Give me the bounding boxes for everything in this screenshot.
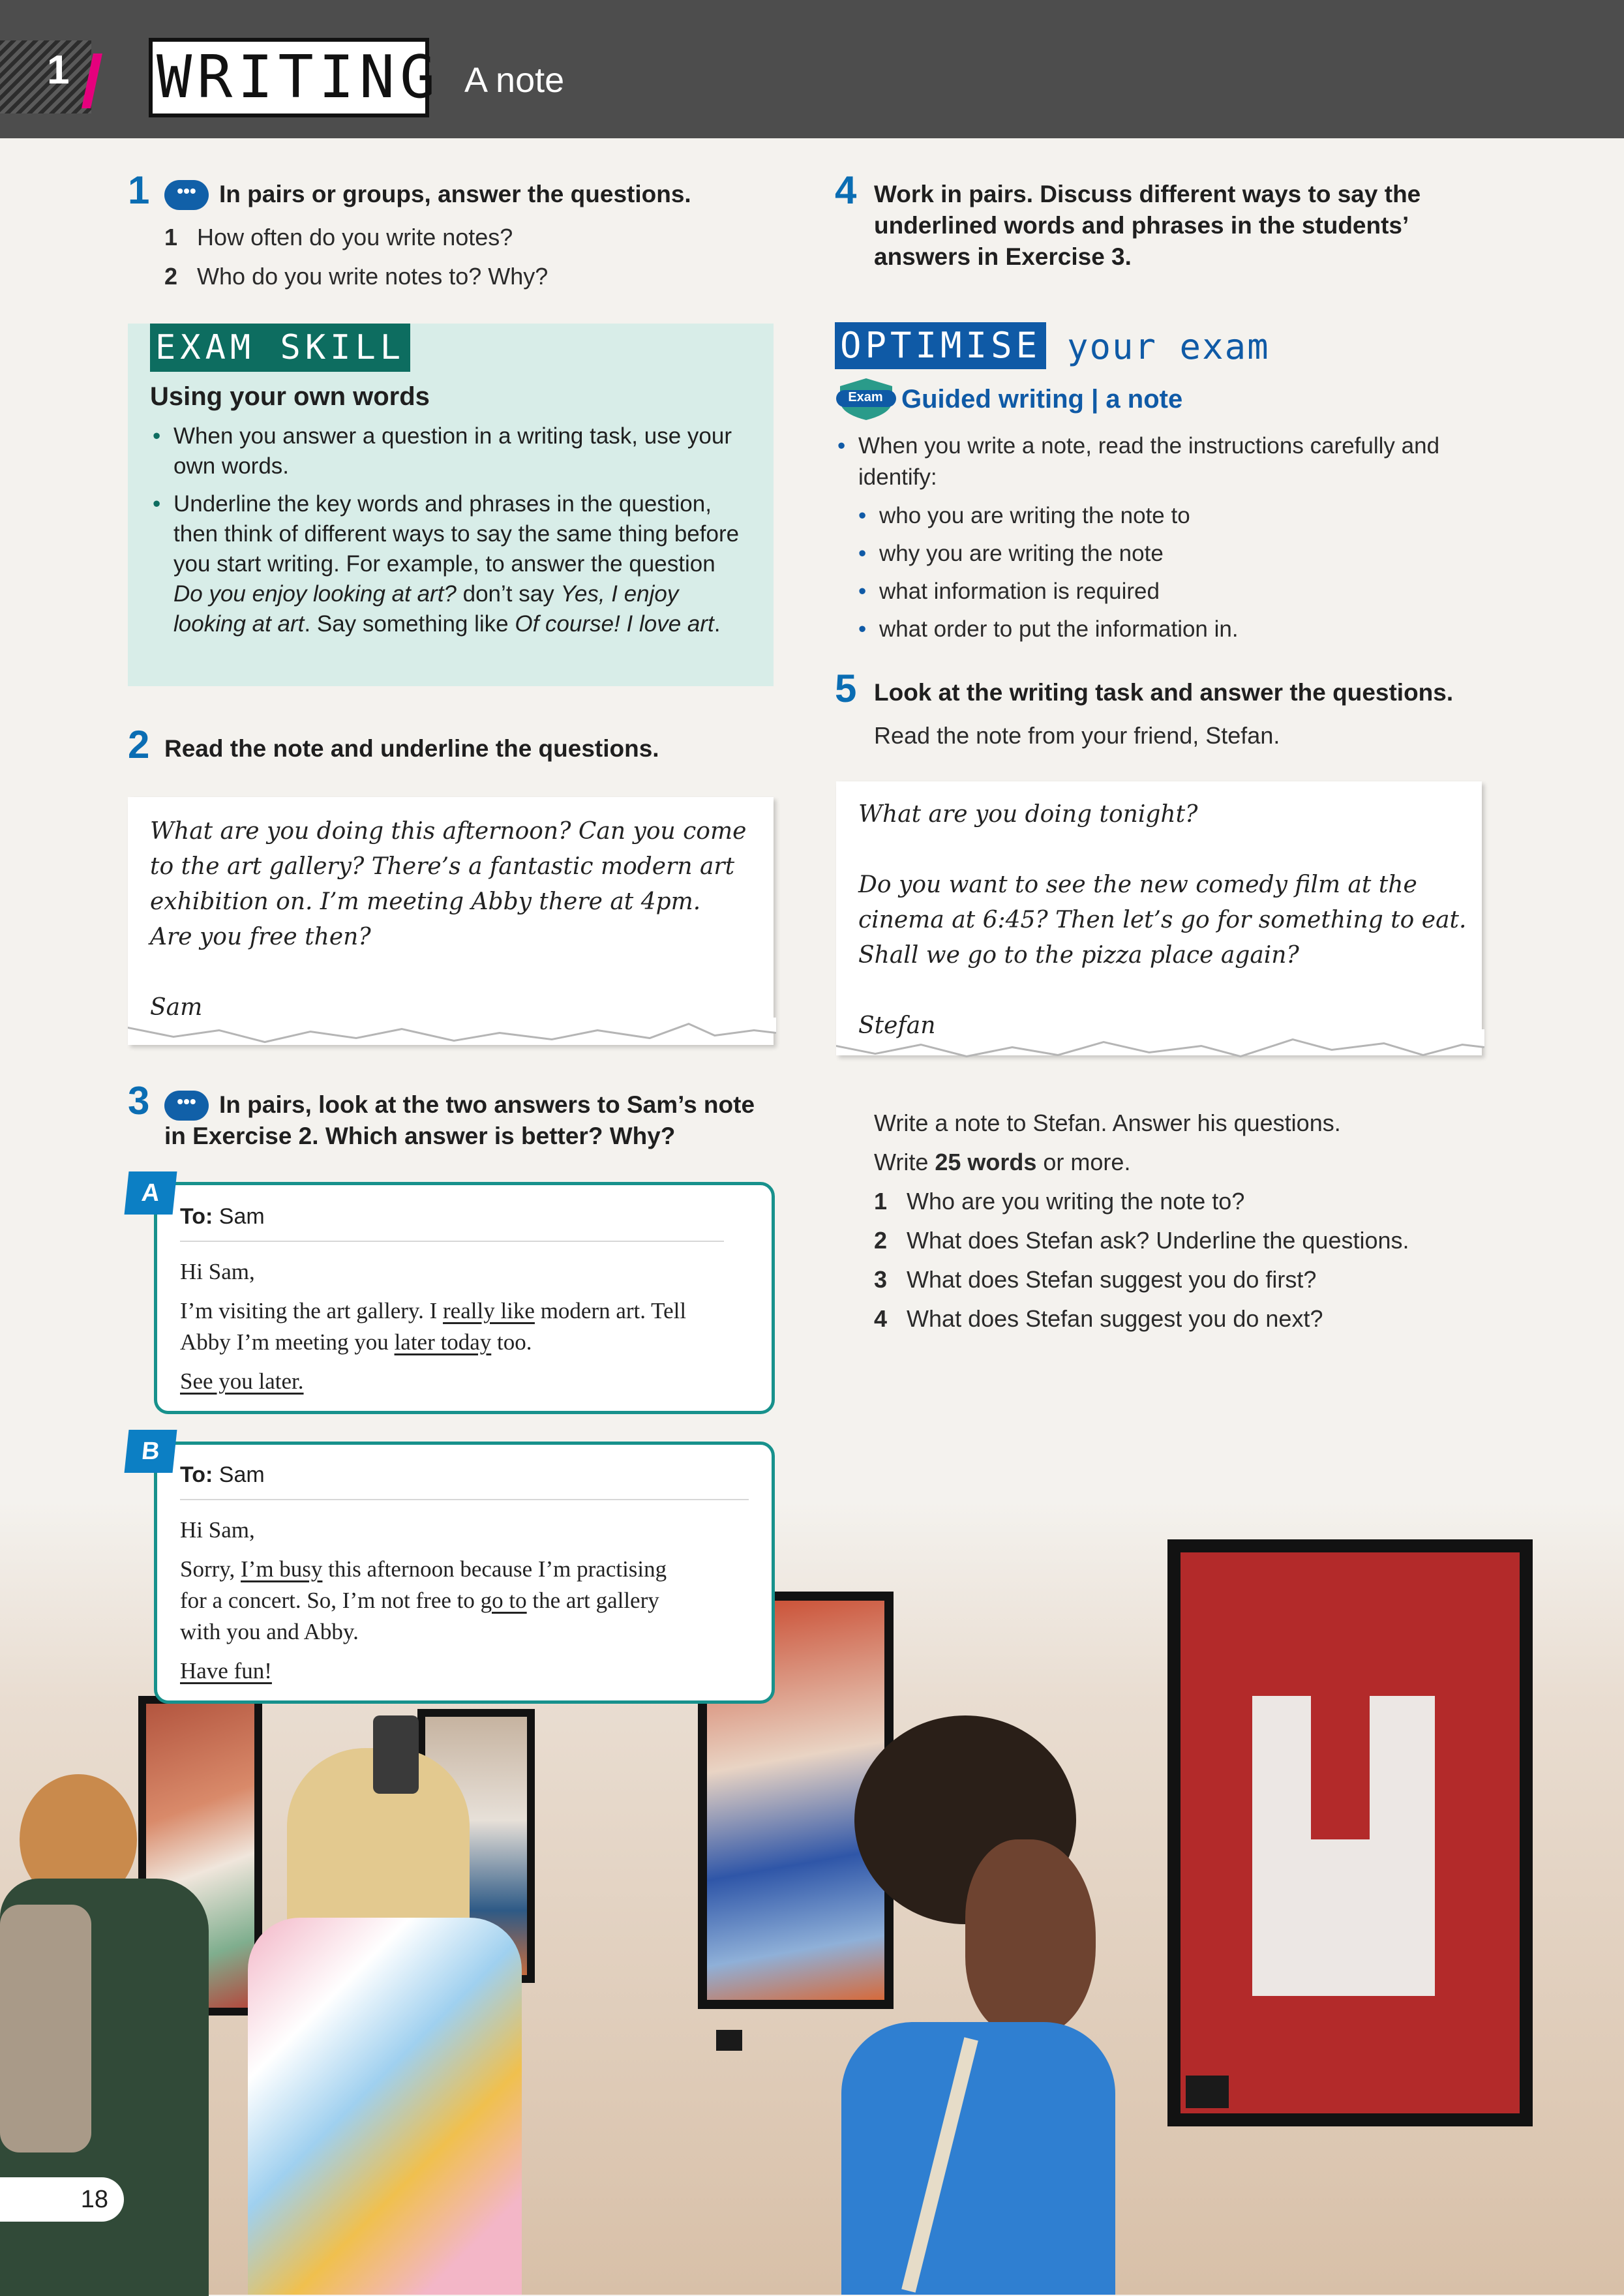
girl-shirt-blue: [841, 2022, 1115, 2295]
bullet-item: • what information is required: [856, 573, 1495, 611]
bullet-item: • why you are writing the note: [856, 535, 1495, 573]
exercise-instruction: Look at the writing task and answer the questions.: [874, 679, 1454, 706]
exercise-instruction: in Exercise 2. Which answer is better? Why?: [164, 1123, 676, 1149]
girl-face: [965, 1839, 1096, 2035]
exercise-instruction: In pairs, look at the two answers to Sam’s note: [219, 1091, 755, 1118]
girl-jacket-pastel: [248, 1918, 522, 2295]
speech-bubble-icon: •••: [164, 180, 209, 210]
answer-to: To: Sam: [180, 1462, 265, 1487]
answer-badge-a: A: [125, 1171, 177, 1215]
exam-skill-heading: Using your own words: [150, 382, 430, 411]
task-text: Write 25 words or more.: [874, 1149, 1131, 1175]
unit-tab: [0, 40, 91, 113]
wall-label: [1186, 2076, 1229, 2108]
note-text: What are you doing this afternoon? Can you come to the art gallery? There’s a fantastic modern art exhibition on. I’m meeting Abby there at 4pm. Are you free then? Sam: [150, 814, 746, 1025]
speech-bubble-icon: •••: [164, 1091, 209, 1121]
optimise-label-rest: your exam: [1067, 326, 1270, 367]
question-item: 2 What does Stefan ask? Underline the questions.: [874, 1227, 1409, 1254]
exercise-number: 5: [835, 667, 857, 710]
exam-skill-label: EXAM SKILL: [150, 324, 410, 372]
bullet-item: • Underline the key words and phrases in the question, then think of different ways to say the same thing before you start writing. For example, to answer the question Do you enjoy looking at art? don’t say Yes, I enjoy looking at art. Say something like Of course! I love art.: [150, 489, 750, 639]
exercise-lead: Read the note from your friend, Stefan.: [874, 722, 1280, 749]
unit-number: 1: [47, 48, 70, 93]
exercise-number: 3: [128, 1079, 150, 1123]
painting-white-gap: [1311, 1689, 1370, 1839]
note-signature: Sam: [150, 994, 203, 1021]
wall-label: [716, 2030, 742, 2051]
exam-skill-bullets: [150, 421, 750, 647]
question-item: 1 Who are you writing the note to?: [874, 1188, 1245, 1215]
bullet-item: • what order to put the information in.: [856, 611, 1495, 648]
answer-text-a: Hi Sam, I’m visiting the art gallery. I really like modern art. Tell Abby I’m meeting you later today too. See you later.: [180, 1259, 687, 1394]
optimise-label: OPTIMISE: [835, 322, 1046, 369]
section-title: WRITING: [157, 43, 441, 112]
exercise-number: 1: [128, 168, 150, 212]
exercise-instruction: In pairs or groups, answer the questions.: [219, 181, 691, 207]
exercise-instruction: Read the note and underline the questions.: [164, 735, 659, 762]
optimise-sub-bullets: [856, 497, 1495, 648]
task-text: Write a note to Stefan. Answer his questions.: [874, 1110, 1341, 1136]
exercise-instruction: Work in pairs. Discuss different ways to say the underlined words and phrases in the students’ answers in Exercise 3.: [874, 181, 1421, 270]
optimise-bullets: [835, 430, 1494, 493]
boy-backpack: [0, 1905, 91, 2152]
bullet-item: • who you are writing the note to: [856, 497, 1495, 535]
answer-badge-b: B: [125, 1430, 177, 1473]
phone: [373, 1715, 419, 1794]
divider: [180, 1241, 724, 1242]
question-item: 3 What does Stefan suggest you do first?: [874, 1266, 1317, 1293]
question-item: 1 How often do you write notes?: [164, 224, 513, 250]
page-number: 18: [0, 2177, 124, 2222]
exercise-number: 2: [128, 723, 150, 766]
question-item: 4 What does Stefan suggest you do next?: [874, 1305, 1323, 1332]
note-signature: Stefan: [858, 1012, 936, 1039]
divider: [180, 1499, 749, 1500]
guided-writing-heading: Guided writing | a note: [901, 385, 1183, 414]
exam-badge-text: Exam: [848, 390, 883, 404]
bullet-item: • When you write a note, read the instructions carefully and identify:: [835, 430, 1494, 493]
note-text: What are you doing tonight? Do you want to see the new comedy film at the cinema at 6:45? Then let’s go for something to eat. Shall we go to the pizza place again? Stefan: [858, 797, 1466, 1044]
section-subtitle: A note: [464, 61, 565, 100]
exercise-number: 4: [835, 168, 857, 212]
answer-text-b: Hi Sam, Sorry, I’m busy this afternoon because I’m practising for a concert. So, I’m not free to go to the art gallery with you and Abby. Have fun!: [180, 1517, 667, 1684]
bullet-item: • When you answer a question in a writing task, use your own words.: [150, 421, 750, 481]
question-item: 2 Who do you write notes to? Why?: [164, 263, 549, 290]
answer-to: To: Sam: [180, 1204, 265, 1229]
